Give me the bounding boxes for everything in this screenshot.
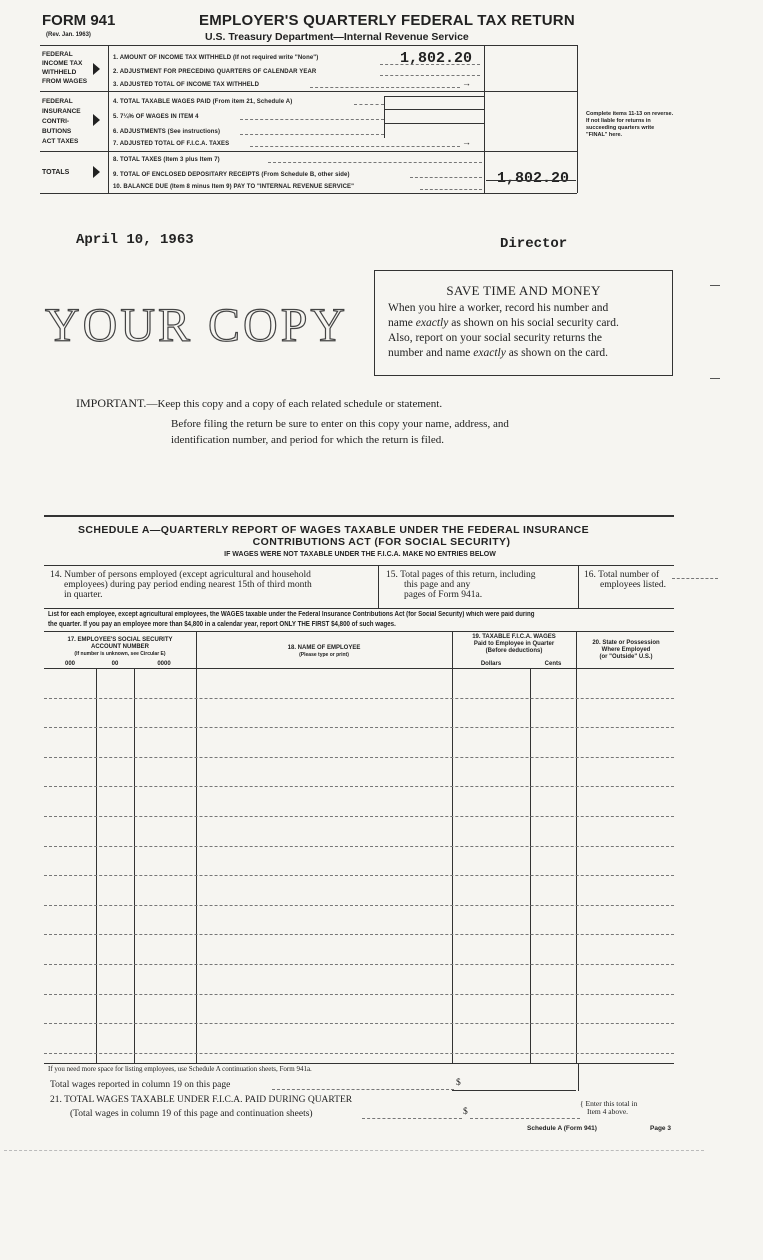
line-7-arrow-icon: → — [462, 137, 471, 147]
col-18-header: 18. NAME OF EMPLOYEE (Please type or print) — [287, 645, 361, 658]
enter-total-note: { Enter this total in Item 4 above. — [580, 1099, 638, 1116]
col-20-header: 20. State or Possession Where Employed (or "Outside" U.S.) — [592, 640, 660, 660]
table-row[interactable] — [44, 1053, 674, 1054]
income-tax-section-label: FEDERAL INCOME TAX WITHHELD FROM WAGES — [42, 51, 88, 85]
table-row[interactable] — [44, 1023, 674, 1024]
table-row[interactable] — [44, 964, 674, 965]
save-time-heading: SAVE TIME AND MONEY — [446, 283, 601, 298]
col-17-serial: 0000 — [157, 661, 171, 667]
total-wages-label: Total wages reported in column 19 on this page — [50, 1080, 231, 1090]
line-6-label: 6. ADJUSTMENTS (See instructions) — [113, 129, 221, 135]
more-space-note: If you need more space for listing employees, use Schedule A continuation sheets, Form 941a. — [48, 1065, 312, 1073]
line-1-label: 1. AMOUNT OF INCOME TAX WITHHELD (If not required write "None") — [113, 55, 319, 61]
col-19-dollars: Dollars — [480, 661, 502, 667]
total-wages-dollar: $ — [456, 1078, 461, 1088]
table-row[interactable] — [44, 698, 674, 699]
item-21-note: (Total wages in column 19 of this page and continuation sheets) — [70, 1109, 313, 1119]
footer-page: Page 3 — [650, 1125, 671, 1132]
line-3-label: 3. ADJUSTED TOTAL OF INCOME TAX WITHHELD — [113, 82, 260, 88]
col-19-header: 19. TAXABLE F.I.C.A. WAGES Paid to Employee in Quarter (Before deductions) — [472, 634, 556, 654]
footer-form: Schedule A (Form 941) — [527, 1125, 597, 1132]
form-number: FORM 941 — [42, 12, 116, 29]
line-10-value[interactable]: 1,802.20 — [497, 170, 570, 187]
item-21: 21. TOTAL WAGES TAXABLE UNDER F.I.C.A. PAID DURING QUARTER — [50, 1095, 353, 1105]
line-1-value[interactable]: 1,802.20 — [400, 50, 473, 67]
totals-label: TOTALS — [42, 169, 70, 176]
col-19-cents: Cents — [544, 661, 562, 667]
table-row[interactable] — [44, 757, 674, 758]
col-17-group: 00 — [111, 661, 119, 667]
side-note: Complete items 11-13 on reverse. If not liable for returns in succeeding quarters write "FINAL" here. — [586, 111, 674, 138]
save-box-line-3: Also, report on your social security returns the — [388, 332, 602, 344]
item-15: 15. Total pages of this return, including this page and any pages of Form 941a. — [386, 570, 536, 600]
line-10-label: 10. BALANCE DUE (Item 8 minus Item 9) PAY TO "INTERNAL REVENUE SERVICE" — [113, 184, 355, 190]
table-row[interactable] — [44, 786, 674, 787]
line-4-label: 4. TOTAL TAXABLE WAGES PAID (From item 21, Schedule A) — [113, 99, 293, 105]
your-copy-stamp: YOUR COPY — [45, 299, 349, 352]
col-17-area: 000 — [64, 661, 75, 667]
signer-title[interactable]: Director — [500, 236, 568, 252]
important-note: IMPORTANT.—Keep this copy and a copy of each related schedule or statement. — [76, 396, 443, 410]
table-row[interactable] — [44, 816, 674, 817]
item-14: 14. Number of persons employed (except agricultural and household employees) during pay period ending nearest 15th of third month in quarter. — [50, 570, 312, 600]
line-9-label: 9. TOTAL OF ENCLOSED DEPOSITARY RECEIPTS (From Schedule B, other side) — [113, 172, 350, 178]
table-row[interactable] — [44, 994, 674, 995]
table-row[interactable] — [44, 875, 674, 876]
item-16: 16. Total number of employees listed. — [584, 570, 666, 590]
schedule-subtitle: IF WAGES WERE NOT TAXABLE UNDER THE F.I.C.A. MAKE NO ENTRIES BELOW — [224, 551, 496, 558]
save-box-line-1: When you hire a worker, record his number and — [388, 302, 609, 314]
form-revision: (Rev. Jan. 1963) — [46, 32, 91, 38]
totals-arrow-icon — [93, 166, 100, 178]
income-tax-arrow-icon — [93, 63, 100, 75]
line-2-label: 2. ADJUSTMENT FOR PRECEDING QUARTERS OF CALENDAR YEAR — [113, 69, 317, 75]
form-title: EMPLOYER'S QUARTERLY FEDERAL TAX RETURN — [199, 12, 575, 29]
return-date[interactable]: April 10, 1963 — [76, 232, 194, 248]
table-row[interactable] — [44, 934, 674, 935]
line-3-arrow-icon: → — [462, 78, 471, 88]
line-7-label: 7. ADJUSTED TOTAL OF F.I.C.A. TAXES — [113, 141, 230, 147]
save-time-box — [374, 270, 673, 376]
table-row[interactable] — [44, 727, 674, 728]
table-row[interactable] — [44, 905, 674, 906]
line-8-label: 8. TOTAL TAXES (Item 3 plus Item 7) — [113, 157, 220, 163]
schedule-title-line-2: CONTRIBUTIONS ACT (FOR SOCIAL SECURITY) — [252, 536, 511, 548]
save-box-line-2: name exactly as shown on his social security card. — [388, 317, 619, 329]
save-box-line-4: number and name exactly as shown on the card. — [388, 347, 609, 359]
fica-section-label: FEDERAL INSURANCE CONTRI- BUTIONS ACT TAXES — [42, 98, 81, 145]
important-instructions: Before filing the return be sure to enter on this copy your name, address, and identification number, and period for which the return is filed. — [171, 418, 509, 446]
fica-arrow-icon — [93, 114, 100, 126]
item-21-dollar: $ — [463, 1107, 468, 1117]
schedule-instructions: List for each employee, except agricultural employees, the WAGES taxable under the Federal Insurance Contributions Act (for Social Security) which were paid during the quarter. If you pay an employee more than $4,800 in a calendar year, report ONLY THE FIRST $4,800 of such wages. — [48, 611, 535, 628]
table-row[interactable] — [44, 846, 674, 847]
schedule-title-line-1: SCHEDULE A—QUARTERLY REPORT OF WAGES TAXABLE UNDER THE FEDERAL INSURANCE — [78, 524, 590, 536]
department: U.S. Treasury Department—Internal Revenue Service — [205, 31, 469, 43]
col-17-header: 17. EMPLOYEE'S SOCIAL SECURITY ACCOUNT NUMBER (If number is unknown, see Circular E) — [67, 637, 173, 657]
line-5-label: 5. 7¼% OF WAGES IN ITEM 4 — [113, 114, 199, 120]
